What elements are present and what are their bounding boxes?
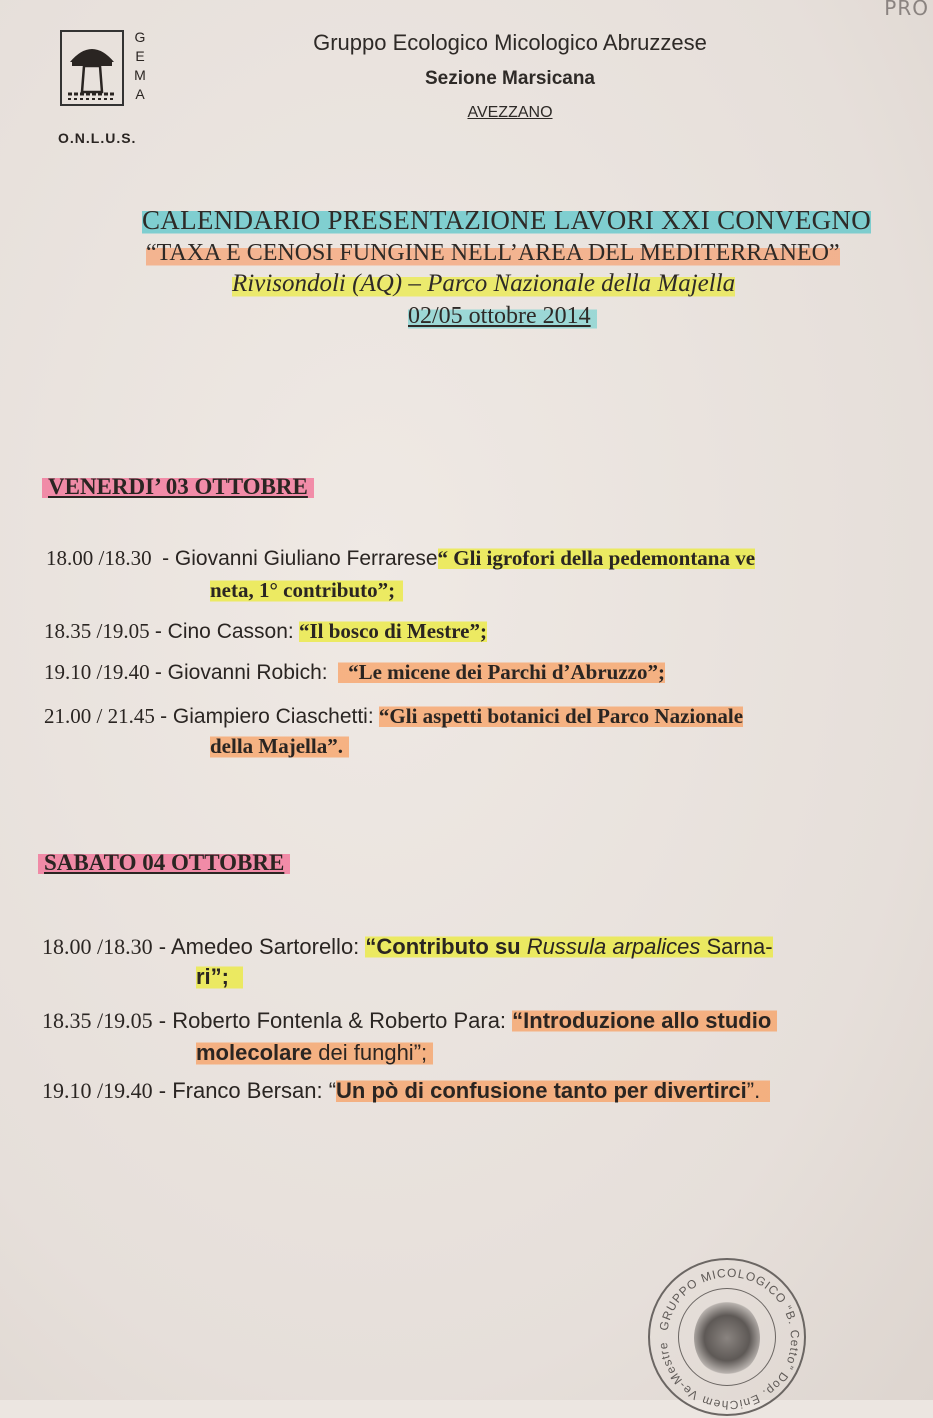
entry-title-species: Russula arpalices [526, 934, 701, 959]
section-name: Sezione Marsicana [424, 68, 596, 89]
entry-title: “Il bosco di Mestre”; [298, 619, 487, 643]
entry-title: “Gli aspetti botanici del Parco Nazionale [378, 704, 744, 728]
gema-logo [60, 30, 124, 106]
entry-title-part: molecolare [196, 1040, 313, 1065]
entry-title: “ Gli igrofori della pedemontana ve [437, 546, 756, 570]
entry-title-part: Sarna- [700, 934, 773, 959]
svg-text:GRUPPO MICOLOGICO “B. Cetto” D: GRUPPO MICOLOGICO “B. Cetto” Dop. EniChem Ve-Mestre [655, 1265, 803, 1413]
entry-speaker: - Amedeo Sartorello: [158, 934, 360, 959]
logo-letter: E [135, 48, 145, 64]
stamp-emblem-icon [694, 1300, 760, 1376]
entry-time: 18.00 /18.30 [42, 934, 153, 959]
entry-time: 18.35 /19.05 [44, 619, 150, 643]
logo-letter: M [134, 67, 146, 83]
corner-note: PRO [884, 0, 929, 20]
day-heading-friday: VENERDI’ 03 OTTOBRE [42, 474, 314, 500]
city-name: AVEZZANO [467, 104, 553, 121]
schedule-entry [42, 1078, 770, 1104]
entry-title-open-quote: “ [328, 1078, 337, 1103]
entry-time: 18.00 /18.30 [46, 546, 152, 570]
logo-onlus: O.N.L.U.S. [58, 130, 137, 146]
entry-title-continued: della Majella”. [210, 734, 349, 759]
title-line-3: Rivisondoli (AQ) – Parco Nazionale della Majella [232, 270, 736, 297]
schedule-entry [42, 1008, 777, 1034]
entry-title: “Introduzione allo studio [512, 1008, 777, 1033]
organization-name: Gruppo Ecologico Micologico Abruzzese [313, 30, 707, 55]
day-heading-saturday: SABATO 04 OTTOBRE [38, 850, 290, 876]
entry-time: 19.10 /19.40 [42, 1078, 153, 1103]
entry-title-continued [196, 1040, 433, 1066]
schedule-entry [42, 934, 773, 960]
entry-speaker: - Cino Casson: [154, 620, 294, 643]
entry-speaker: - Franco Bersan: [158, 1078, 323, 1103]
schedule-entry [44, 660, 665, 685]
entry-speaker: - Roberto Fontenla & Roberto Para: [158, 1008, 507, 1033]
entry-title-continued: ri”; [196, 964, 243, 990]
entry-speaker: - Giovanni Robich: [154, 661, 328, 684]
entry-title: Un pò di confusione tanto per divertirci [336, 1078, 747, 1103]
entry-title-close-quote: ”. [747, 1078, 770, 1103]
entry-title: “Le micene dei Parchi d’Abruzzo”; [338, 660, 665, 684]
logo-letters [132, 28, 148, 104]
official-stamp [648, 1258, 806, 1416]
entry-speaker: - Giampiero Ciaschetti: [160, 705, 374, 728]
title-line-1: CALENDARIO PRESENTAZIONE LAVORI XXI CONVEGNO [142, 205, 872, 235]
entry-time: 19.10 /19.40 [44, 660, 150, 684]
entry-title-continued: neta, 1° contributo”; [210, 578, 403, 603]
schedule-entry [44, 704, 743, 729]
schedule-entry [44, 619, 487, 644]
entry-title-part: dei funghi”; [312, 1040, 428, 1065]
logo-letter: A [135, 86, 145, 102]
mushroom-icon [62, 32, 122, 104]
logo-letter: G [134, 29, 146, 45]
entry-speaker: - Giovanni Giuliano Ferrarese [162, 547, 438, 570]
title-line-2: “TAXA E CENOSI FUNGINE NELL’AREA DEL MEDITERRANEO” [146, 240, 840, 266]
schedule-entry [46, 546, 755, 571]
entry-time: 18.35 /19.05 [42, 1008, 153, 1033]
entry-time: 21.00 / 21.45 [44, 704, 155, 728]
title-line-4-dates: 02/05 ottobre 2014 [408, 303, 597, 330]
entry-title [365, 934, 772, 959]
entry-title-part: “Contributo su [365, 934, 527, 959]
